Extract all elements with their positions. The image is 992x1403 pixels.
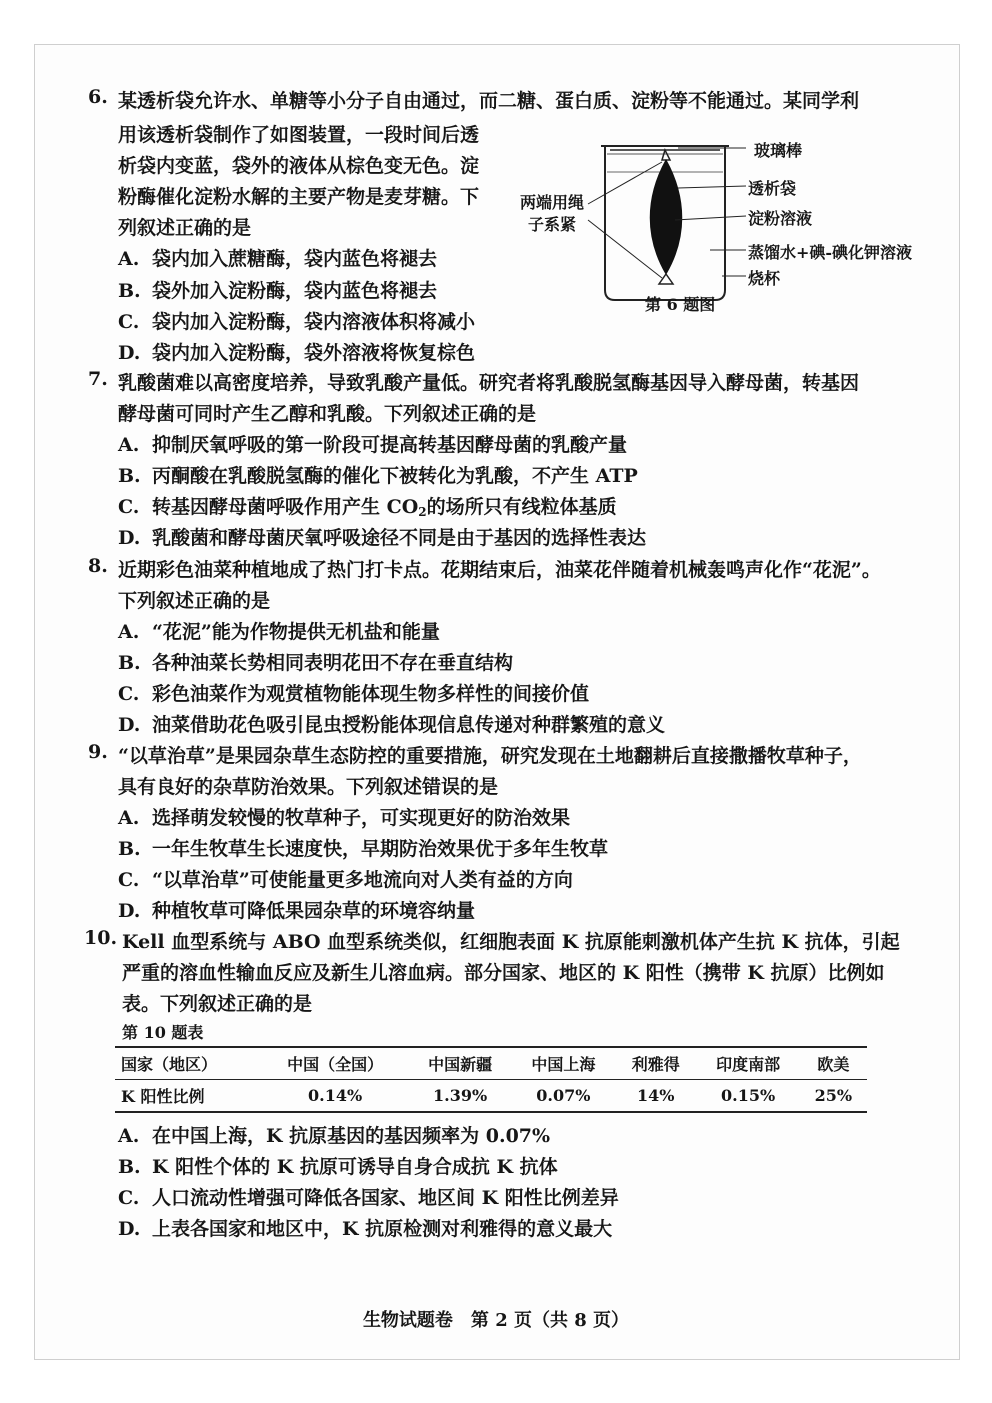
question-number: 7.	[88, 368, 108, 390]
question-text-line: 严重的溶血性输血反应及新生儿溶血病。部分国家、地区的 K 阳性（携带 K 抗原）比例如	[122, 962, 885, 984]
option-c: C. 袋内加入淀粉酶，袋内溶液体积将减小	[118, 311, 476, 333]
label-glass-rod: 玻璃棒	[754, 141, 803, 160]
table-row-label: K 阳性比例	[121, 1087, 205, 1106]
figure-caption: 第 6 题图	[645, 295, 716, 314]
question-text-line: 某透析袋允许水、单糖等小分子自由通过，而二糖、蛋白质、淀粉等不能通过。某同学利	[118, 90, 860, 112]
table-header: 中国（全国）	[287, 1055, 384, 1074]
label-rope-2: 子系紧	[528, 215, 577, 234]
option-a: A. 选择萌发较慢的牧草种子，可实现更好的防治效果	[118, 807, 571, 829]
option-d: D. 油菜借助花色吸引昆虫授粉能体现信息传递对种群繁殖的意义	[118, 714, 666, 736]
option-b: B. 各种油菜长势相同表明花田不存在垂直结构	[118, 652, 514, 674]
question-number: 6.	[88, 86, 108, 108]
question-text-line: 析袋内变蓝，袋外的液体从棕色变无色。淀	[118, 155, 480, 177]
option-c: C. “以草治草”可使能量更多地流向对人类有益的方向	[118, 869, 573, 891]
table-header: 国家（地区）	[121, 1055, 218, 1074]
dialysis-figure	[510, 128, 930, 328]
question-text-line: 粉酶催化淀粉水解的主要产物是麦芽糖。下	[118, 186, 480, 208]
table-header: 中国新疆	[428, 1055, 493, 1074]
option-d: D. 乳酸菌和酵母菌厌氧呼吸途径不同是由于基因的选择性表达	[118, 527, 647, 549]
question-text-line: 用该透析袋制作了如图装置，一段时间后透	[118, 124, 480, 146]
table-row	[115, 1080, 867, 1113]
question-number: 10.	[84, 927, 118, 949]
label-rope-1: 两端用绳	[520, 193, 585, 212]
page-footer: 生物试题卷 第 2 页（共 8 页）	[362, 1310, 630, 1331]
question-text-line: 列叙述正确的是	[118, 217, 252, 239]
option-c: C. 转基因酵母菌呼吸作用产生 $CO_2$的场所只有线粒体基质	[118, 496, 617, 519]
question-text-line: 近期彩色油菜种植地成了热门打卡点。花期结束后，油菜花伴随着机械轰鸣声化作“花泥”。	[118, 559, 881, 581]
dialysis-bag-shape	[650, 160, 682, 274]
question-text-line: “以草治草”是果园杂草生态防控的重要措施，研究发现在土地翻耕后直接撒播牧草种子，	[118, 745, 862, 767]
question-text-line: 具有良好的杂草防治效果。下列叙述错误的是	[118, 776, 499, 798]
question-text-line: 酵母菌可同时产生乙醇和乳酸。下列叙述正确的是	[118, 403, 537, 425]
option-d: D. 上表各国家和地区中，K 抗原检测对利雅得的意义最大	[118, 1218, 613, 1240]
option-c: C. 人口流动性增强可降低各国家、地区间 K 阳性比例差异	[118, 1187, 619, 1209]
question-number: 9.	[88, 741, 108, 763]
table-cell: 14%	[636, 1086, 675, 1105]
option-a: A. “花泥”能为作物提供无机盐和能量	[118, 621, 440, 643]
option-a: A. 抑制厌氧呼吸的第一阶段可提高转基因酵母菌的乳酸产量	[118, 434, 628, 456]
table-header: 欧美	[817, 1055, 850, 1074]
question-text-line: 乳酸菌难以高密度培养，导致乳酸产量低。研究者将乳酸脱氢酶基因导入酵母菌，转基因	[118, 372, 860, 394]
table-header-row	[115, 1047, 867, 1080]
question-text-line: 下列叙述正确的是	[118, 590, 271, 612]
option-d: D. 种植牧草可降低果园杂草的环境容纳量	[118, 900, 476, 922]
option-d: D. 袋内加入淀粉酶，袋外溶液将恢复棕色	[118, 342, 476, 364]
option-c: C. 彩色油菜作为观赏植物能体现生物多样性的间接价值	[118, 683, 590, 705]
table-cell: 25%	[814, 1086, 853, 1105]
option-a: A. 在中国上海，K 抗原基因的基因频率为 0.07%	[118, 1125, 551, 1147]
label-starch-solution: 淀粉溶液	[748, 209, 813, 228]
option-b: B. 丙酮酸在乳酸脱氢酶的催化下被转化为乳酸，不产生 ATP	[118, 465, 638, 487]
option-a: A. 袋内加入蔗糖酶，袋内蓝色将褪去	[118, 248, 438, 270]
table-caption: 第 10 题表	[122, 1023, 204, 1042]
k-positive-table	[115, 1046, 867, 1113]
option-b: B. 一年生牧草生长速度快，早期防治效果优于多年生牧草	[118, 838, 609, 860]
question-text-line: 表。下列叙述正确的是	[122, 993, 313, 1015]
table-header: 印度南部	[716, 1055, 781, 1074]
option-b: B. K 阳性个体的 K 抗原可诱导自身合成抗 K 抗体	[118, 1156, 558, 1178]
question-text-line: Kell 血型系统与 ABO 血型系统类似，红细胞表面 K 抗原能刺激机体产生抗 K 抗体，引起	[122, 931, 900, 953]
option-b: B. 袋外加入淀粉酶，袋内蓝色将褪去	[118, 280, 438, 302]
label-dialysis-bag: 透析袋	[748, 179, 797, 198]
label-beaker: 烧杯	[748, 269, 781, 288]
table-cell: 1.39%	[433, 1086, 488, 1105]
question-number: 8.	[88, 555, 108, 577]
table-cell: 0.07%	[536, 1086, 591, 1105]
table-cell: 0.15%	[721, 1086, 776, 1105]
label-water-iodine: 蒸馏水+碘-碘化钾溶液	[748, 243, 913, 262]
table-header: 利雅得	[631, 1055, 680, 1074]
table-cell: 0.14%	[308, 1086, 363, 1105]
table-header: 中国上海	[531, 1055, 596, 1074]
